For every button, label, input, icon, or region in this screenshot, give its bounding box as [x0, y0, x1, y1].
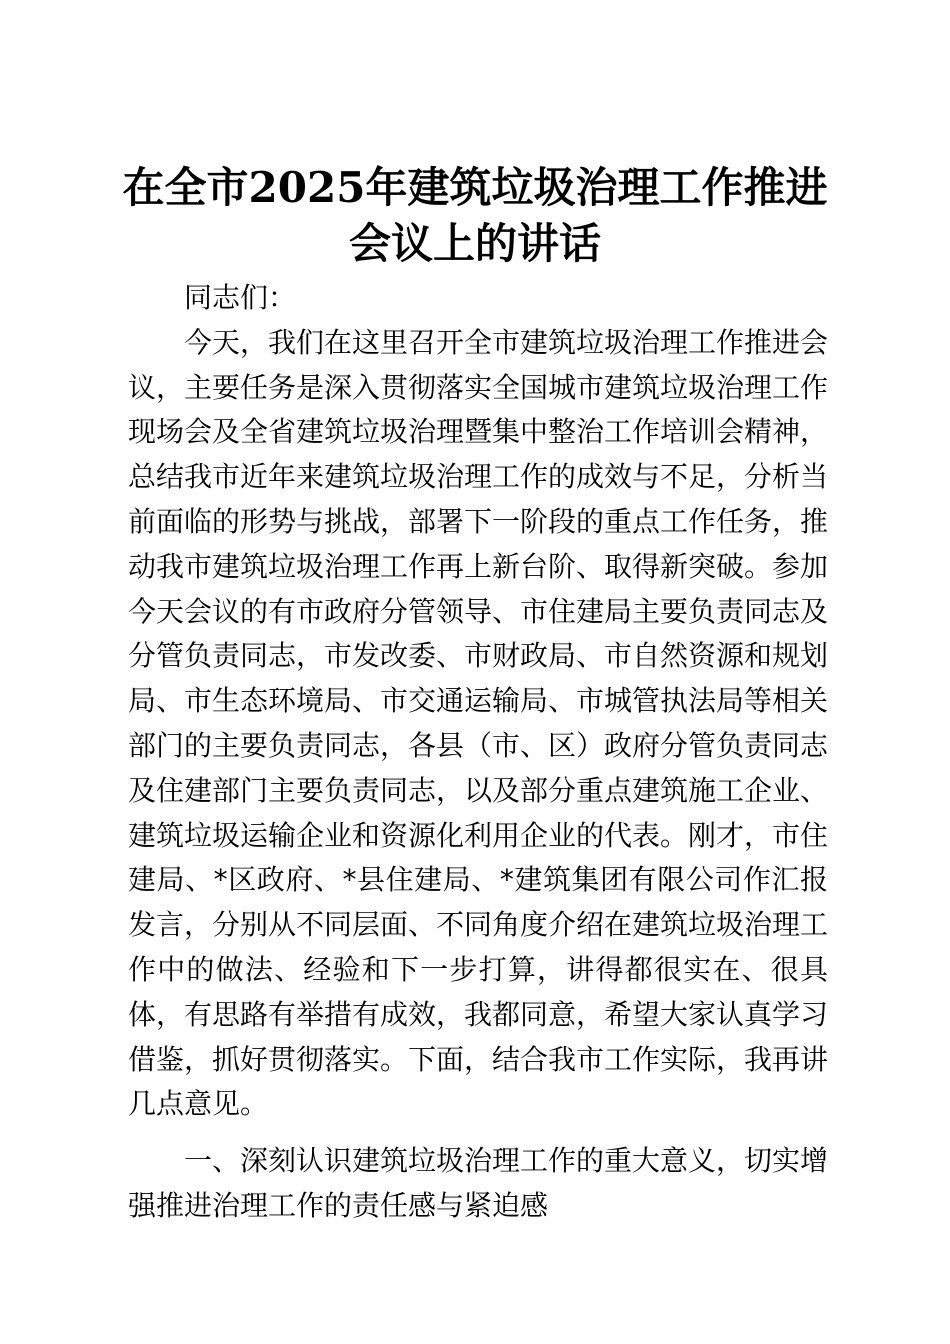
title-line-1: 在全市2025年建筑垃圾治理工作推进	[122, 163, 828, 212]
title-block	[60, 160, 890, 272]
salutation: 同志们：	[184, 281, 297, 314]
document-body	[128, 276, 828, 1229]
paragraph: 今天，我们在这里召开全市建筑垃圾治理工作推进会议，主要任务是深入贯彻落实全国城市建筑垃圾治理工作现场会及全省建筑垃圾治理暨集中整治工作培训会精神，总结我市近年来建筑垃圾治理工作的成效与不足，分析当前面临的形势与挑战，部署下一阶段的重点工作任务，推动我市建筑垃圾治理工作再上新台阶、取得新突破。参加今天会议的有市政府分管领导、市住建局主要负责同志及分管负责同志，市发改委、市财政局、市自然资源和规划局、市生态环境局、市交通运输局、市城管执法局等相关部门的主要负责同志，各县（市、区）政府分管负责同志及住建部门主要负责同志，以及部分重点建筑施工企业、建筑垃圾运输企业和资源化利用企业的代表。刚才，市住建局、*区政府、*县住建局、*建筑集团有限公司作汇报发言，分别从不同层面、不同角度介绍在建筑垃圾治理工作中的做法、经验和下一步打算，讲得都很实在、很具体，有思路有举措有成效，我都同意，希望大家认真学习借鉴，抓好贯彻落实。下面，结合我市工作实际，我再讲几点意见。	[128, 325, 829, 1121]
document-title	[60, 160, 890, 272]
section-heading: 一、深刻认识建筑垃圾治理工作的重大意义，切实增强推进治理工作的责任感与紧迫感	[128, 1144, 829, 1222]
title-line-2: 会议上的讲话	[348, 219, 601, 268]
